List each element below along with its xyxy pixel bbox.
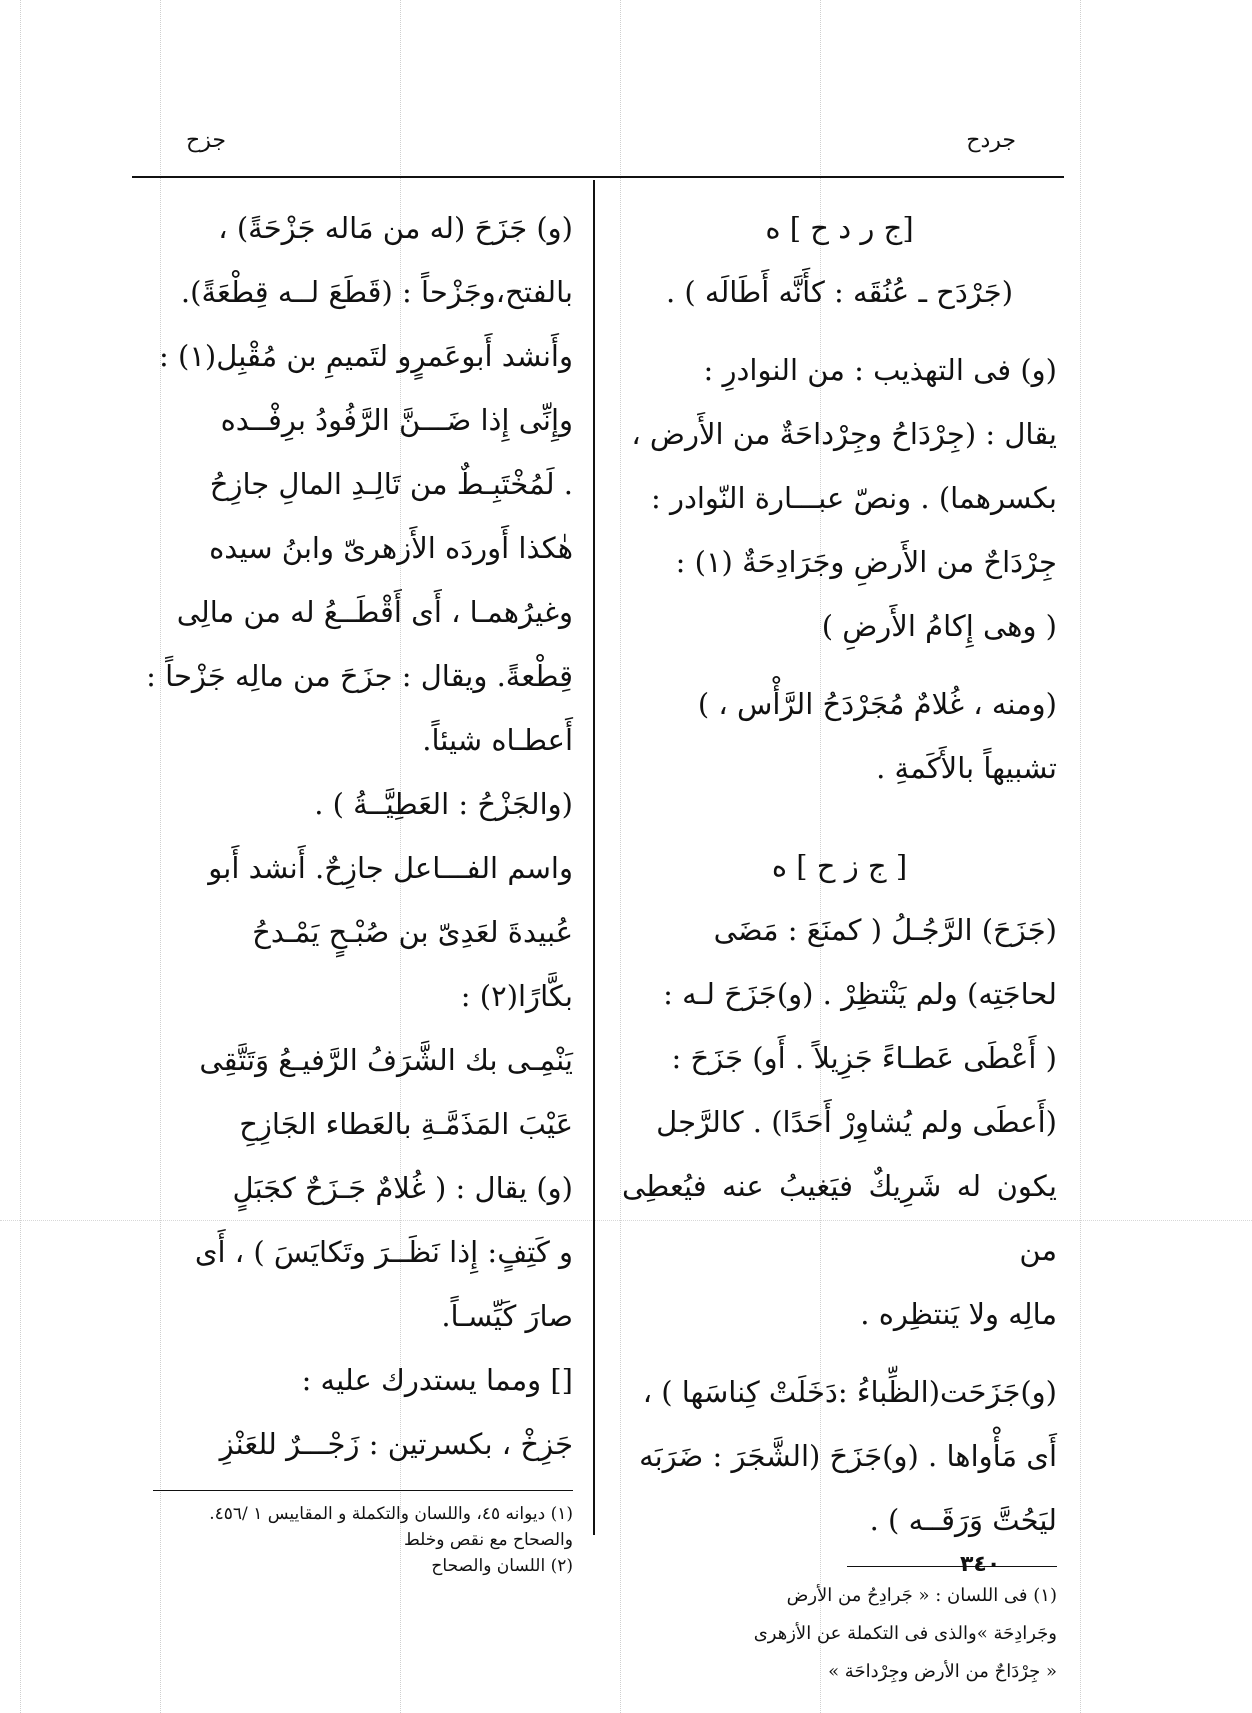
- text-line: (و) يقال : ( غُلامٌ جَـزَحٌ كجَبَلٍ: [232, 1171, 573, 1205]
- left-column: [126, 196, 573, 1579]
- right-column: [622, 196, 1057, 1691]
- text-line: واسم الفـــاعل جازِحٌ. أَنشد أَبو: [208, 851, 573, 885]
- page-number: ٣٤٠: [960, 1552, 1001, 1577]
- text-line: (و)جَزَحَت(الظِّباءُ :دَخَلَتْ كِناسَها ) ،: [642, 1375, 1057, 1409]
- footnote-line: « جِرْدَاحٌ من الأرض وجِرْداحَة »: [828, 1661, 1057, 1682]
- text-line: هٰكذا أَوردَه الأَزهرىّ وابنُ سيده: [209, 531, 573, 565]
- text-line: (و) فى التهذيب : من النوادرِ :: [703, 353, 1057, 387]
- text-line: تشبيهاً بالأَكَمةِ .: [876, 751, 1057, 785]
- text-line: بالفتح،وجَزْحاً : (قَطَعَ لــه قِطْعَةً).: [180, 275, 573, 309]
- running-header-right: جردح: [966, 128, 1016, 153]
- footnote-line: (١) فى اللسان : « جَرادِحُ من الأرض: [786, 1585, 1057, 1606]
- text-line: (ومنه ، غُلامٌ مُجَرْدَحُ الرَّأْس ، ): [697, 687, 1057, 721]
- verse-line: . لَمُخْتَبِـطٌ من تَالِـدِ المالِ جازِحُ: [209, 467, 573, 501]
- column-divider: [593, 180, 595, 1535]
- text-line: [] ومما يستدرك عليه :: [301, 1363, 573, 1397]
- verse-line: وإِنِّى إِذا ضَـــنَّ الرَّفُودُ برِفْــده: [220, 403, 573, 437]
- text-line: و كَتِفٍ: إِذا نَظَــرَ وتَكايَسَ ) ، أَى: [194, 1235, 573, 1269]
- text-line: ليَحُتَّ وَرَقَــه ) .: [869, 1503, 1057, 1537]
- text-line: جِرْدَاحٌ من الأَرضِ وجَرَادِحَةٌ (١) :: [675, 545, 1057, 579]
- text-line: لحاجَتِه) ولم يَنْتظِرْ . (و)جَزَحَ لـه :: [663, 977, 1057, 1011]
- text-line: قِطْعةً. ويقال : جزَحَ من مالِه جَزْحاً :: [146, 659, 573, 693]
- text-line: مالِه ولا يَنتظِره .: [860, 1297, 1057, 1331]
- entry-heading: [ج ر د ح ] ه: [765, 211, 914, 245]
- entry-heading: [ ج ز ح ] ه: [771, 849, 908, 883]
- scan-grid-line: [620, 0, 621, 1713]
- scan-grid-line: [1080, 0, 1081, 1713]
- text-line: صارَ كَيِّسـاً.: [441, 1299, 573, 1333]
- text-line: (جَزَحَ) الرَّجُـلُ ( كمنَعَ : مَضَى: [713, 913, 1057, 947]
- text-line: وغيرُهمـا ، أَى أَقْطَــعُ له من مالِى: [176, 595, 573, 629]
- text-line: يقال : (جِرْدَاحُ وجِرْداحَةٌ من الأَرض ،: [631, 417, 1057, 451]
- verse-line: يَنْمِـى بك الشَّرَفُ الرَّفيـعُ وَتَتَّقِى: [199, 1043, 573, 1077]
- text-line: (والجَزْحُ : العَطِيَّــةُ ) .: [314, 787, 573, 821]
- scan-grid-line: [20, 0, 21, 1713]
- header-rule: [132, 176, 1064, 178]
- footnote-line: وجَرادِحَة »والذى فى التكملة عن الأزهرى: [753, 1623, 1057, 1644]
- running-header-left: جزح: [186, 128, 226, 153]
- footnote-line: (٢) اللسان والصحاح: [431, 1556, 573, 1576]
- text-line: أَعطـاه شيئاً.: [422, 723, 573, 757]
- text-line: بكسرهما) . ونصّ عبـــارة النّوادر :: [650, 481, 1057, 515]
- text-line: عُبيدةَ لعَدِىّ بن صُبْـحٍ يَمْـدحُ: [252, 915, 573, 949]
- text-line: بكَّارًا(٢) :: [460, 979, 573, 1013]
- text-line: وأَنشد أَبوعَمرٍو لتَميمِ بن مُقْبِل(١) :: [159, 339, 573, 373]
- text-line: أَى مَأْواها . (و)جَزَحَ (الشَّجَرَ : ضَرَبَه: [639, 1439, 1057, 1473]
- text-line: (أَعطَى ولم يُشاوِرْ أَحَدًا) . كالرَّجل: [656, 1105, 1057, 1139]
- text-line: جَزِخْ ، بكسرتين : زَجْـــرٌ للعَنْزِ: [219, 1427, 573, 1461]
- verse-line: عَيْبَ المَذَمَّـةِ بالعَطاء الجَازِحِ: [239, 1107, 573, 1141]
- footnote-rule: [153, 1490, 573, 1491]
- text-line: ( وهى إِكامُ الأَرضِ ): [821, 609, 1057, 643]
- footnote-line: والصحاح مع نقص وخلط: [404, 1530, 573, 1550]
- text-line: يكون له شَرِيكٌ فيَغيبُ عنه فيُعطِى من: [622, 1169, 1057, 1267]
- text-line: (جَرْدَح ـ عُنُقَه : كأَنَّه أَطَالَه ) .: [665, 275, 1014, 309]
- text-line: ( أَعْطَى عَطـاءً جَزِيلاً . أَو) جَزَحَ :: [671, 1041, 1057, 1075]
- footnote-line: (١) ديوانه ٤٥، واللسان والتكملة و المقاييس ١ /٤٥٦.: [209, 1504, 573, 1524]
- text-line: (و) جَزَحَ (له من مَاله جَزْحَةً) ،: [218, 211, 573, 245]
